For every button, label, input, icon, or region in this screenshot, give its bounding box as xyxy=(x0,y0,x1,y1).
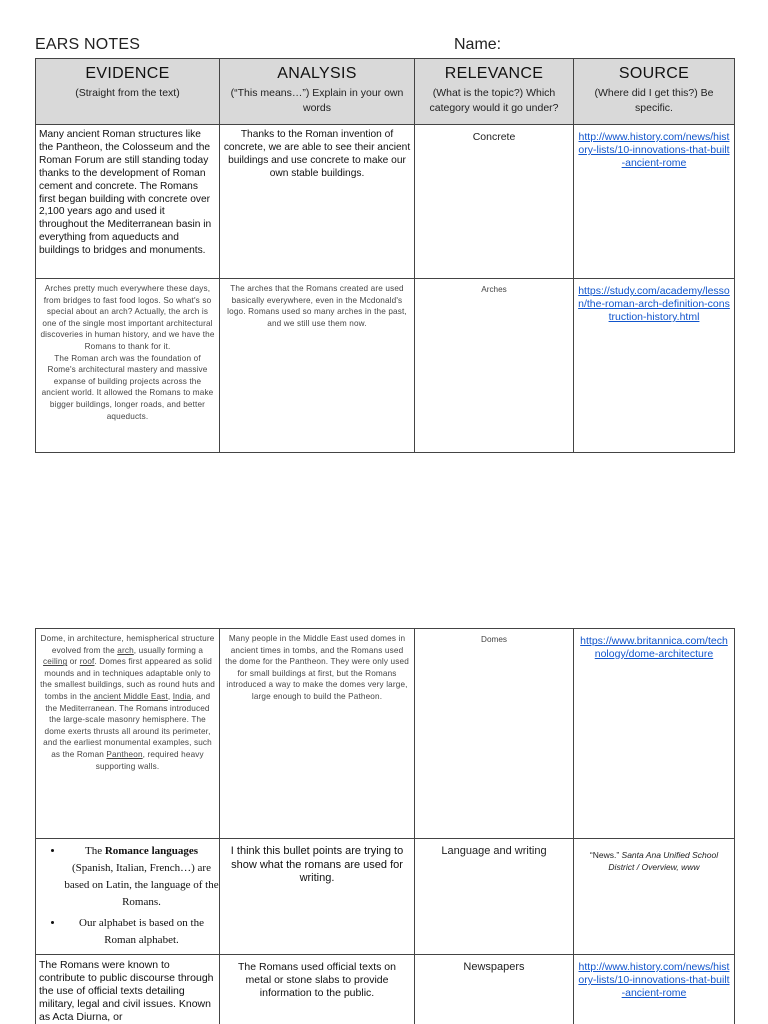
source-citation xyxy=(574,839,734,883)
relevance-text: Arches xyxy=(481,285,507,294)
source-link[interactable]: https://study.com/academy/lesson/the-roman-arch-definition-construction-history.html xyxy=(578,285,730,323)
analysis-cell xyxy=(220,125,415,279)
roof-link[interactable]: roof xyxy=(79,657,95,667)
source-cell xyxy=(574,629,735,839)
relevance-cell xyxy=(415,279,574,453)
evidence-text-part: , xyxy=(167,691,173,701)
name-label: Name: xyxy=(454,36,502,53)
analysis-text: Many people in the Middle East used domes in ancient times in tombs, and the Romans used the dome for the Pantheon. They were only used for small buildings at first, but the Romans introduced a way to make the domes very large, large enough to build the Patheon. xyxy=(225,634,409,701)
bullet-text: The xyxy=(84,845,105,857)
header-relevance-title: RELEVANCE xyxy=(444,65,544,82)
source-cell xyxy=(574,839,735,955)
analysis-text: I think this bullet points are trying to show what the romans are used for writing. xyxy=(230,845,404,884)
relevance-text: Newspapers xyxy=(463,961,525,973)
relevance-cell xyxy=(415,125,574,279)
table-row xyxy=(36,629,735,839)
header-source-title: SOURCE xyxy=(618,65,690,82)
table-row xyxy=(36,955,735,1024)
list-item xyxy=(64,843,219,911)
evidence-paragraph-2: The Roman arch was the foundation of Rome's architectural mastery and massive expanse of building projects across the ancient world. It allowed the Romans to make bigger buildings, longer roads, and better aqueducts. xyxy=(41,353,214,421)
list-item xyxy=(64,915,219,949)
evidence-paragraph-1: Arches pretty much everywhere these days, from bridges to fast food logos. So what's so special about an arch? Actually, the arch is one of the single most important architectural discoveries in human history, and we have the Romans to thank for it. xyxy=(40,284,215,351)
relevance-cell xyxy=(415,839,574,955)
middle-east-link[interactable]: ancient Middle East xyxy=(93,691,168,701)
source-cell xyxy=(574,279,735,453)
relevance-text: Domes xyxy=(481,635,507,644)
evidence-text-part: , usually forming a xyxy=(133,645,204,655)
evidence-cell xyxy=(36,279,220,453)
bullet-bold-text: Romance languages xyxy=(104,845,199,857)
relevance-cell xyxy=(415,955,574,1024)
evidence-text xyxy=(36,629,219,776)
relevance-text: Language and writing xyxy=(441,845,547,857)
citation-italic: Santa Ana Unified School District / Overview, www xyxy=(608,850,719,872)
header-analysis-title: ANALYSIS xyxy=(277,65,357,82)
ears-notes-table-2 xyxy=(35,628,735,1024)
evidence-text: The Romans were known to contribute to public discourse through the use of official texts detailing military, legal and civil issues. Known as Acta Diurna, or xyxy=(39,959,214,1023)
analysis-text: The Romans used official texts on metal or stone slabs to provide information to the public. xyxy=(238,961,396,999)
header-source xyxy=(574,59,735,125)
evidence-text-part: Dome, in architecture, hemispherical structure evolved from the xyxy=(40,634,215,655)
source-cell xyxy=(574,125,735,279)
evidence-text-part: or xyxy=(67,657,80,667)
analysis-cell xyxy=(220,629,415,839)
table-header-row xyxy=(36,59,735,125)
source-link[interactable]: http://www.history.com/news/history-lists/10-innovations-that-built-ancient-rome xyxy=(578,961,730,999)
india-link[interactable]: India xyxy=(172,691,192,701)
bullet-text: Our alphabet is based on the Roman alphabet. xyxy=(79,917,204,946)
evidence-cell xyxy=(36,955,220,1024)
arch-link[interactable]: arch xyxy=(117,645,134,655)
relevance-cell xyxy=(415,629,574,839)
analysis-text: The arches that the Romans created are used basically everywhere, even in the Mcdonald's logo. Romans used so many arches in the past, and we still use them now. xyxy=(227,284,407,328)
source-cell xyxy=(574,955,735,1024)
header-analysis xyxy=(220,59,415,125)
evidence-text-part: , required heavy supporting walls. xyxy=(95,749,204,771)
header-relevance-subtitle: (What is the topic?) Which category would it go under? xyxy=(429,87,559,114)
evidence-text: Many ancient Roman structures like the Pantheon, the Colosseum and the Roman Forum are still standing today thanks to the development of Roman cement and concrete. The Romans first began building with concrete over 2,100 years ago and used it throughout the Mediterranean basin in everything from aqueducts and buildings to bridges and monuments. xyxy=(39,129,212,257)
bullet-text: (Spanish, Italian, French…) are based on Latin, the language of the Romans. xyxy=(64,862,219,908)
table-row xyxy=(36,125,735,279)
analysis-text: Thanks to the Roman invention of concrete, we are able to see their ancient buildings and use concrete to make our own stable buildings. xyxy=(223,129,411,179)
table-row xyxy=(36,279,735,453)
ceiling-link[interactable]: ceiling xyxy=(43,657,68,667)
pantheon-link[interactable]: Pantheon xyxy=(106,749,143,759)
evidence-cell xyxy=(36,125,220,279)
citation-title: “News.” xyxy=(589,850,620,860)
table-row xyxy=(36,839,735,955)
evidence-bullet-list xyxy=(36,843,219,949)
ears-notes-table-1 xyxy=(35,58,735,453)
header-source-subtitle: (Where did I get this?) Be specific. xyxy=(594,87,714,114)
source-link[interactable]: http://www.history.com/news/history-lists/10-innovations-that-built-ancient-rome xyxy=(578,131,730,169)
analysis-cell xyxy=(220,279,415,453)
evidence-cell xyxy=(36,839,220,955)
source-link[interactable]: https://www.britannica.com/technology/dome-architecture xyxy=(580,635,728,660)
analysis-cell xyxy=(220,839,415,955)
document-title: EARS NOTES xyxy=(35,36,141,53)
relevance-text: Concrete xyxy=(472,131,516,143)
evidence-text-part: . Domes first appeared as solid mounds and in techniques adaptable only to the smallest buildings, such as round huts and tombs in the xyxy=(40,657,215,701)
evidence-text xyxy=(36,279,219,426)
header-evidence xyxy=(36,59,220,125)
header-relevance xyxy=(415,59,574,125)
header-evidence-subtitle: (Straight from the text) xyxy=(75,87,180,99)
header-evidence-title: EVIDENCE xyxy=(85,65,170,82)
analysis-cell xyxy=(220,955,415,1024)
evidence-text-part: , and the Mediterranean. The Romans introduced the large-scale masonry hemisphere. The dome exerts thrusts all around its perimeter, and the earliest monumental examples, such as the Roman xyxy=(43,691,212,759)
header-analysis-subtitle: (“This means…”) Explain in your own words xyxy=(230,87,404,114)
evidence-cell xyxy=(36,629,220,839)
